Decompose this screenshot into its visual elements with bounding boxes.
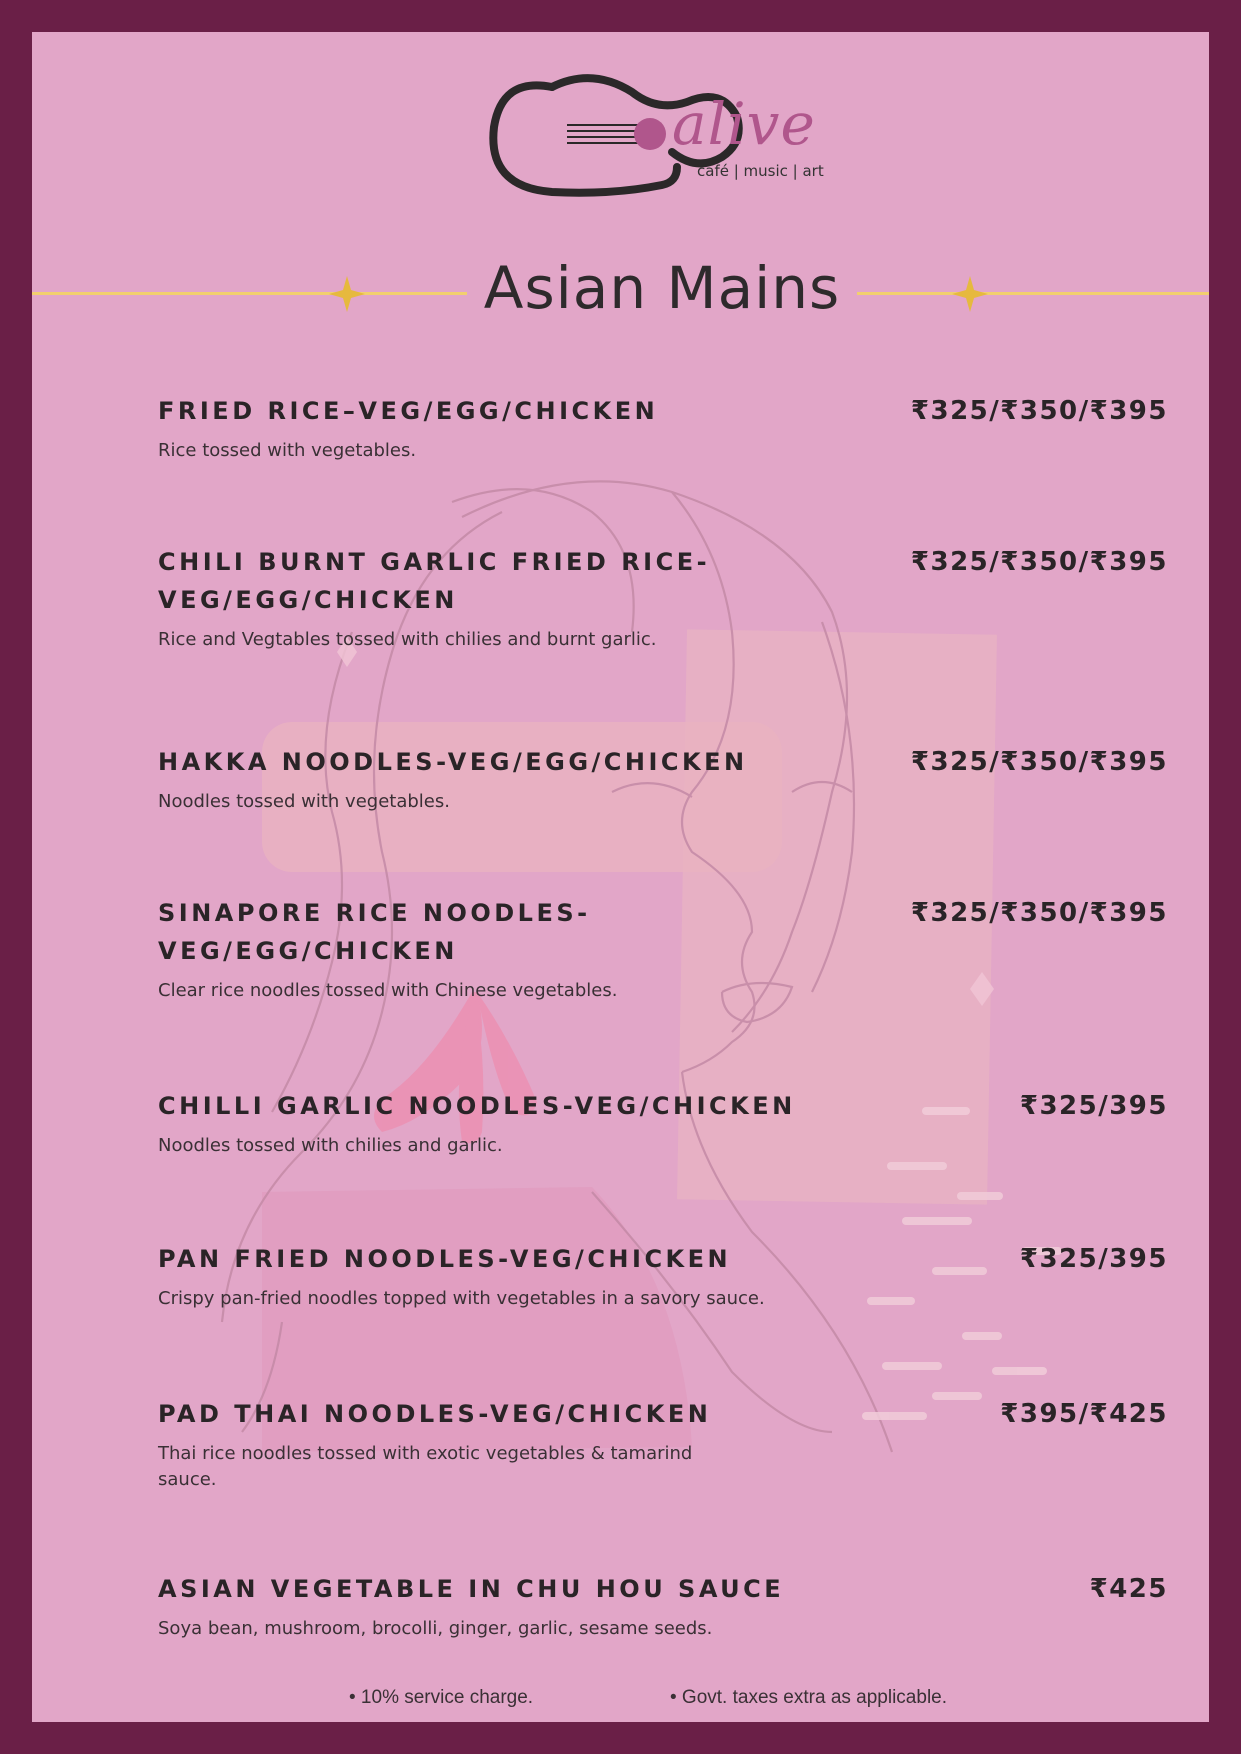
menu-item-name: PAN FRIED NOODLES-VEG/CHICKEN — [158, 1245, 732, 1273]
service-charge-note: • 10% service charge. — [349, 1687, 534, 1708]
section-title: Asian Mains — [483, 254, 841, 322]
menu-item-price: ₹325/₹350/₹395 — [910, 396, 1168, 426]
menu-item-description: Noodles tossed with chilies and garlic. — [158, 1135, 503, 1156]
title-rule-left — [32, 292, 467, 295]
menu-item — [158, 894, 1168, 1004]
sparkle-star-icon — [329, 276, 365, 312]
menu-item-description: Soya bean, mushroom, brocolli, ginger, garlic, sesame seeds. — [158, 1618, 713, 1639]
menu-item-description: Rice and Vegtables tossed with chilies and burnt garlic. — [158, 629, 657, 650]
menu-item — [158, 392, 1168, 464]
sparkle-star-icon — [952, 276, 988, 312]
menu-item — [158, 743, 1168, 815]
brand-name: alive — [672, 90, 816, 158]
tax-note: • Govt. taxes extra as applicable. — [670, 1687, 948, 1708]
menu-item-price: ₹325/₹350/₹395 — [910, 547, 1168, 577]
menu-item-price: ₹395/₹425 — [1000, 1399, 1168, 1429]
menu-item-name: SINAPORE RICE NOODLES-VEG/EGG/CHICKEN — [158, 899, 591, 965]
menu-item-name: ASIAN VEGETABLE IN CHU HOU SAUCE — [158, 1575, 785, 1603]
menu-item-description: Thai rice noodles tossed with exotic vegetables & tamarind sauce. — [158, 1443, 693, 1490]
menu-item-name: PAD THAI NOODLES-VEG/CHICKEN — [158, 1400, 712, 1428]
menu-item — [158, 1087, 1168, 1159]
menu-page — [32, 32, 1209, 1722]
menu-item — [158, 1570, 1168, 1642]
menu-item-price: ₹325/395 — [1019, 1091, 1168, 1121]
menu-item — [158, 1240, 1168, 1312]
menu-item-description: Crispy pan-fried noodles topped with vegetables in a savory sauce. — [158, 1288, 765, 1309]
menu-item-price: ₹325/₹350/₹395 — [910, 747, 1168, 777]
menu-item-description: Rice tossed with vegetables. — [158, 440, 417, 461]
menu-item-price: ₹325/₹350/₹395 — [910, 898, 1168, 928]
menu-item — [158, 1395, 1168, 1493]
brand-tagline: café | music | art — [697, 162, 824, 180]
menu-item-price: ₹325/395 — [1019, 1244, 1168, 1274]
menu-item — [158, 543, 1168, 653]
menu-item-description: Clear rice noodles tossed with Chinese vegetables. — [158, 980, 618, 1001]
menu-item-description: Noodles tossed with vegetables. — [158, 791, 450, 812]
menu-item-name: FRIED RICE–VEG/EGG/CHICKEN — [158, 397, 659, 425]
menu-item-name: HAKKA NOODLES-VEG/EGG/CHICKEN — [158, 748, 748, 776]
menu-item-price: ₹425 — [1089, 1574, 1168, 1604]
title-rule-right — [857, 292, 1209, 295]
menu-item-name: CHILI BURNT GARLIC FRIED RICE-VEG/EGG/CHICKEN — [158, 548, 711, 614]
menu-item-name: CHILLI GARLIC NOODLES-VEG/CHICKEN — [158, 1092, 796, 1120]
